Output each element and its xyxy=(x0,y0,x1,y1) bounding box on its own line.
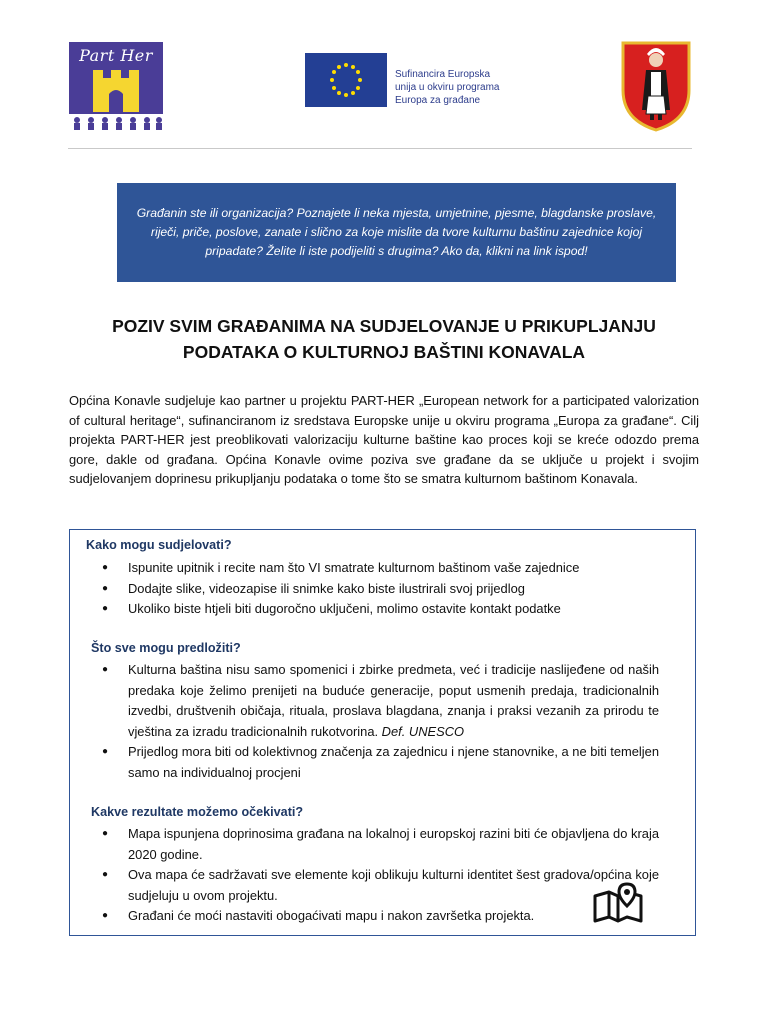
section-heading-participate: Kako mogu sudjelovati? xyxy=(86,538,232,552)
page-title xyxy=(68,313,700,365)
parther-castle-logo xyxy=(69,42,163,132)
title-line-2: PODATAKA O KULTURNOJ BAŠTINI KONAVALA xyxy=(182,342,586,362)
list-item-text: Ukoliko biste htjeli biti dugoročno uključeni, molimo ostavite kontakt podatke xyxy=(128,601,561,616)
list-item-text: Građani će moći nastaviti obogaćivati mapu i nakon završetka projekta. xyxy=(128,908,535,923)
eu-text-line: Europa za građane xyxy=(395,95,481,106)
intro-paragraph: Općina Konavle sudjeluje kao partner u projektu PART-HER „European network for a participated valorization of cultural heritage“, sufinanciranom iz sredstava Europske unije u okviru programa „Europa za građane“. Cilj projekta PART-HER jest preoblikovati valorizaciju kulturne baštine kao proces koji se kreće odozdo prema gore, dakle od građana. Općina Konavle ovime poziva sve građane da se uključe u projekt i svojim sudjelovanjem doprinesu prikupljanju podataka o tome što se smatra kulturnom baštinom Konavala. xyxy=(69,393,699,486)
parther-logo-text: Part Her xyxy=(79,46,153,65)
participate-list xyxy=(99,558,659,620)
title-line-1: POZIV SVIM GRAĐANIMA NA SUDJELOVANJE U PRIKUPLJANJU xyxy=(112,316,656,336)
header-divider xyxy=(68,148,692,149)
eu-text-line: Sufinancira Europska xyxy=(395,69,491,80)
bullet: ● xyxy=(102,603,109,614)
list-item xyxy=(99,742,659,783)
eu-flag-icon xyxy=(305,53,387,107)
intro-callout-text: Građanin ste ili organizacija? Poznajete li neka mjesta, umjetnine, pjesme, blagdanske proslave, riječi, priče, poslove, zanate i slično za koje mislite da tvore kulturnu baštinu zajednice kojoj pripadate? Želite li iste podijeliti s drugima? Ako da, klikni na link ispod! xyxy=(136,206,657,258)
list-item xyxy=(99,660,659,742)
bullet: ● xyxy=(102,664,109,675)
parther-logo xyxy=(69,42,163,132)
list-item xyxy=(99,906,659,927)
list-item xyxy=(99,865,659,906)
eu-text-line: unija u okviru programa xyxy=(395,82,500,93)
propose-list xyxy=(99,660,659,783)
list-item-text: Dodajte slike, videozapise ili snimke kako biste ilustrirali svoj prijedlog xyxy=(128,580,525,596)
bullet: ● xyxy=(102,746,109,757)
results-list xyxy=(99,824,659,927)
intro-callout xyxy=(117,183,676,282)
section-heading-propose: Što sve mogu predložiti? xyxy=(91,641,241,655)
section-heading-results: Kakve rezultate možemo očekivati? xyxy=(91,805,304,819)
definition-source: Def. UNESCO xyxy=(381,723,465,739)
bullet: ● xyxy=(102,582,109,594)
map-pin-icon xyxy=(592,882,644,924)
bullet: ● xyxy=(102,869,109,880)
list-item-text: Ispunite upitnik i recite nam što VI smatrate kulturnom baštinom vaše zajednice xyxy=(128,560,580,575)
list-item-text: Mapa ispunjena doprinosima građana na lokalnoj i europskoj razini biti će objavljena do kraja 2020 godine. xyxy=(128,826,659,862)
list-item xyxy=(99,824,659,865)
list-item xyxy=(99,558,659,579)
bullet: ● xyxy=(102,828,109,839)
list-item xyxy=(99,599,659,620)
coat-of-arms-icon xyxy=(620,40,692,132)
list-item xyxy=(99,579,659,600)
eu-cofunding-text xyxy=(395,68,535,107)
list-item-text: Prijedlog mora biti od kolektivnog značenja za zajednicu i njene stanovnike, a ne biti temeljen samo na individualnoj procjeni xyxy=(128,744,659,780)
list-item-text: Ova mapa će sadržavati sve elemente koji oblikuju kulturni identitet šest gradova/općina koje sudjeluju u ovom projektu. xyxy=(128,867,659,903)
bullet: ● xyxy=(102,562,109,573)
bullet: ● xyxy=(102,910,109,921)
list-item-text: Kulturna baština nisu samo spomenici i zbirke predmeta, već i tradicije naslijeđene od naših predaka koje želimo prenijeti na buduće generacije, poput usmenih predaja, tradicionalnih izvedbi, društvenih običaja, rituala, proslava blagdana, znanja i praksi vezanih za prirodu te vještina za izradu tradicionalnih rukotvorina. xyxy=(128,662,659,739)
